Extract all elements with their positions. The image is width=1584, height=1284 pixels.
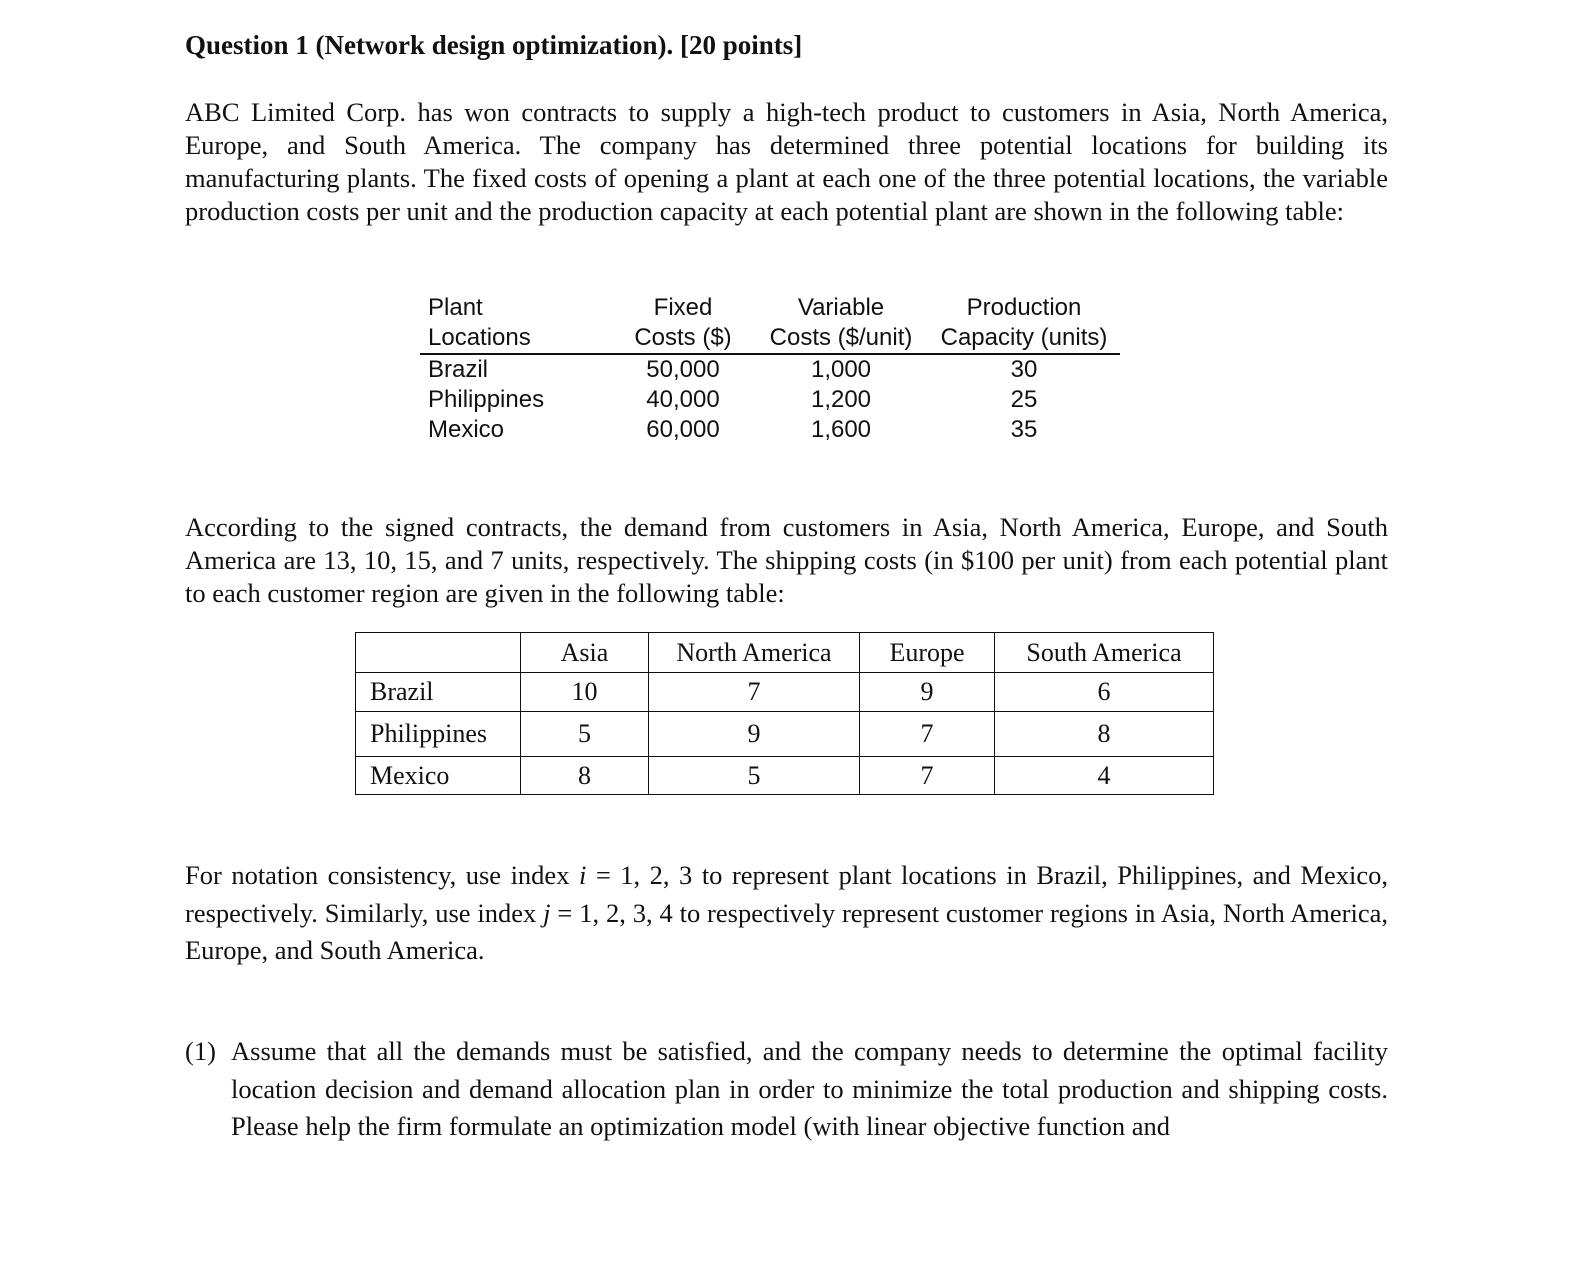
- plant-header-location: Plant: [428, 294, 483, 321]
- question-title: Question 1 (Network design optimization). [20 points]: [185, 30, 803, 60]
- plant-table-header-row-2: [420, 323, 1120, 354]
- shipping-header-europe: Europe: [860, 633, 995, 673]
- shipping-cell: 10: [521, 673, 649, 712]
- plant-cell: Philippines: [428, 386, 545, 413]
- plant-table: [420, 293, 1120, 445]
- notation-part-3: = 1, 2, 3, 4 to respectively represent customer regions in Asia, North America, Europe, and South America.: [185, 897, 1388, 965]
- plant-header-fixed-2: Costs ($): [612, 323, 754, 354]
- plant-cell: Brazil: [428, 356, 489, 383]
- notation-paragraph: [185, 857, 1388, 970]
- plant-row-mexico: [420, 415, 1120, 445]
- plant-header-variable-2: Costs ($/unit): [754, 323, 928, 354]
- plant-cell: 40,000: [646, 386, 720, 413]
- shipping-header-south-america: South America: [995, 633, 1214, 673]
- shipping-cell: 5: [649, 757, 860, 795]
- shipping-cell: 4: [995, 757, 1214, 795]
- plant-header-capacity: Production: [966, 294, 1082, 321]
- shipping-cell: 7: [860, 712, 995, 757]
- plant-cell: 1,200: [810, 386, 872, 413]
- shipping-cell: 8: [521, 757, 649, 795]
- shipping-header-row: [356, 633, 1214, 673]
- notation-part-2: = 1, 2, 3 to represent plant locations in Brazil, Philippines, and Mexico, respectively. Similarly, use index: [185, 860, 1388, 928]
- shipping-cell: 5: [521, 712, 649, 757]
- shipping-row-mexico: [356, 757, 1214, 795]
- plant-row-philippines: [420, 385, 1120, 415]
- index-i-variable: i: [578, 860, 587, 890]
- plant-header-location-2: Locations: [420, 323, 612, 354]
- shipping-header-north-america: North America: [649, 633, 860, 673]
- demand-paragraph: According to the signed contracts, the demand from customers in Asia, North America, Europe, and South America are 13, 10, 15, and 7 units, respectively. The shipping costs (in $100 per unit) from each potential plant to each customer region are given in the following table:: [185, 512, 1388, 608]
- shipping-cell: 8: [995, 712, 1214, 757]
- plant-cell: 60,000: [646, 416, 720, 443]
- plant-cell: 35: [1010, 416, 1038, 443]
- shipping-header-blank: [356, 633, 521, 673]
- shipping-cell: 7: [649, 673, 860, 712]
- shipping-row-label: Brazil: [356, 673, 521, 712]
- plant-cell: 1,600: [810, 416, 872, 443]
- plant-cell: 50,000: [646, 356, 720, 383]
- plant-header-fixed: Fixed: [653, 294, 713, 321]
- shipping-cell: 6: [995, 673, 1214, 712]
- shipping-cost-table: [355, 632, 1214, 795]
- index-j-variable: j: [543, 897, 551, 928]
- shipping-header-asia: Asia: [521, 633, 649, 673]
- plant-cell: 25: [1010, 386, 1038, 413]
- shipping-row-label: Mexico: [356, 757, 521, 795]
- shipping-row-brazil: [356, 673, 1214, 712]
- shipping-cell: 7: [860, 757, 995, 795]
- shipping-row-label: Philippines: [356, 712, 521, 757]
- plant-cell: Mexico: [428, 416, 505, 443]
- plant-table-header-row-1: [420, 293, 1120, 323]
- shipping-cell: 9: [860, 673, 995, 712]
- sub-question-1: [185, 1033, 1388, 1146]
- shipping-row-philippines: [356, 712, 1214, 757]
- notation-part-1: For notation consistency, use index: [185, 860, 579, 890]
- shipping-cell: 9: [649, 712, 860, 757]
- sub-question-number: (1): [185, 1036, 216, 1066]
- sub-question-text: Assume that all the demands must be satisfied, and the company needs to determine the optimal facility location decision and demand allocation plan in order to minimize the total production and shipping costs. Please help the firm formulate an optimization model (with linear objective function and: [231, 1036, 1388, 1141]
- plant-header-variable: Variable: [797, 294, 885, 321]
- plant-header-capacity-2: Capacity (units): [928, 323, 1120, 354]
- plant-cell: 1,000: [810, 356, 872, 383]
- intro-paragraph: ABC Limited Corp. has won contracts to supply a high-tech product to customers in Asia, North America, Europe, and South America. The company has determined three potential locations for building its manufacturing plants. The fixed costs of opening a plant at each one of the three potential locations, the variable production costs per unit and the production capacity at each potential plant are shown in the following table:: [185, 97, 1388, 226]
- plant-cell: 30: [1010, 356, 1038, 383]
- plant-row-brazil: [420, 354, 1120, 385]
